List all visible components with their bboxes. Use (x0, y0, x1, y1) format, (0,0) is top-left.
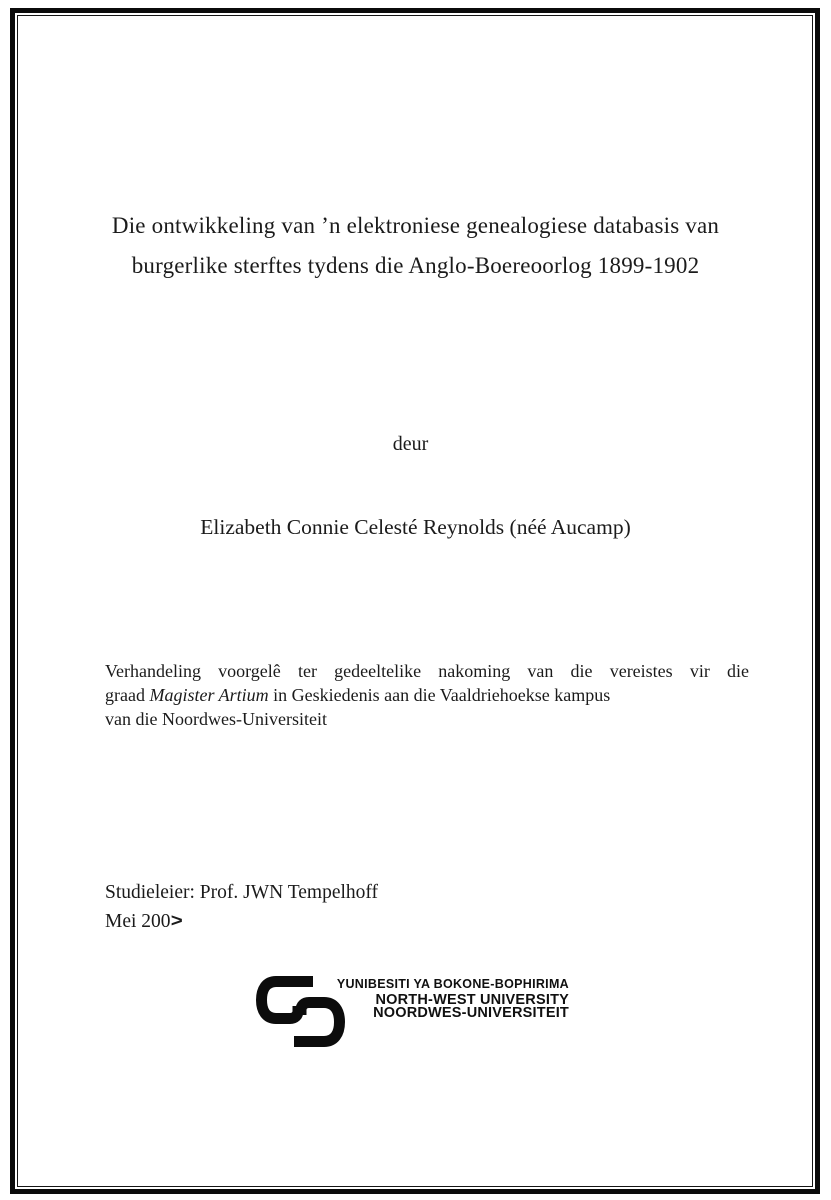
thesis-title-line1: Die ontwikkeling van ’n elektroniese genealogiese databasis van (111, 213, 720, 238)
university-logo (256, 974, 586, 1056)
degree-name-italic: Magister Artium (149, 685, 269, 705)
date-text: Mei 200 (105, 911, 171, 932)
byline-deur: deur (392, 433, 429, 455)
degree-statement (105, 659, 749, 731)
date-seven-glyph: > (170, 910, 183, 932)
university-name-afrikaans: NOORDWES-UNIVERSITEIT (373, 1005, 569, 1021)
university-name-setswana: YUNIBESITI YA BOKONE-BOPHIRIMA (336, 977, 569, 991)
degree-statement-line1: Verhandeling voorgelê ter gedeeltelike nakoming van die vereistes vir die (105, 661, 749, 681)
degree-statement-line3: van die Noordwes-Universiteit (105, 709, 327, 729)
date-line (105, 910, 182, 933)
degree-statement-line2-prefix: graad (105, 685, 150, 705)
degree-statement-line2 (105, 683, 749, 707)
thesis-title-line2: burgerlike sterftes tydens die Anglo-Boereoorlog 1899-1902 (131, 253, 700, 278)
thesis-title (40, 206, 791, 286)
author-name: Elizabeth Connie Celesté Reynolds (néé Aucamp) (200, 515, 631, 539)
supervisor-line: Studieleier: Prof. JWN Tempelhoff (105, 882, 379, 903)
degree-statement-line2-suffix: in Geskiedenis aan die Vaaldriehoekse kampus (268, 685, 611, 705)
university-name-english: NORTH-WEST UNIVERSITY (375, 992, 569, 1008)
university-logo-text (317, 977, 569, 1020)
